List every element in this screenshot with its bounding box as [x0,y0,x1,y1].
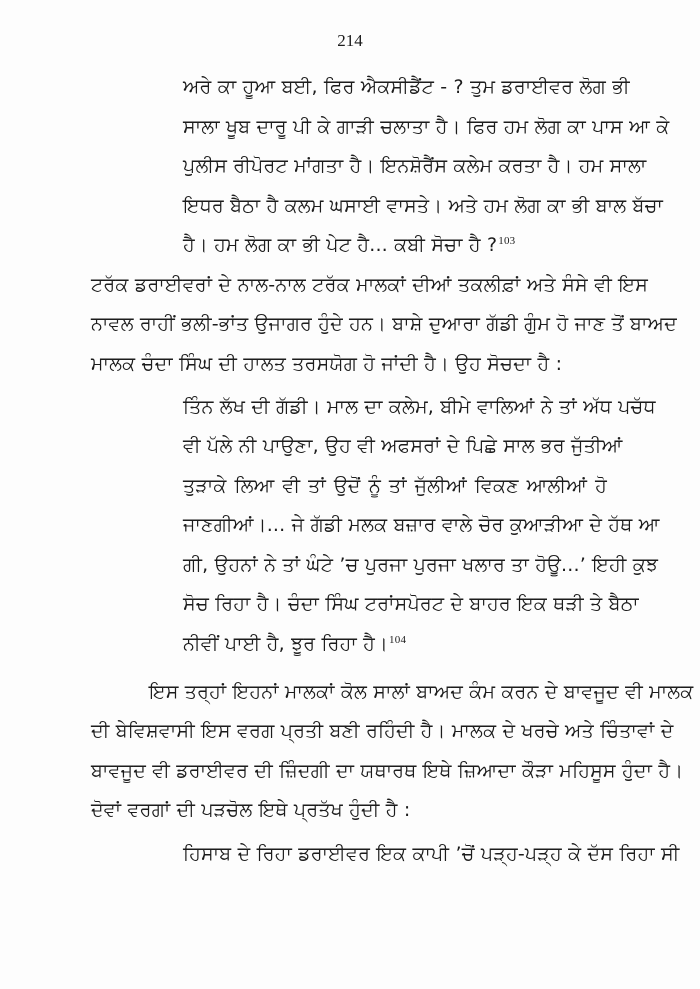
text-line-text: ਹੈ। ਹਮ ਲੋਗ ਕਾ ਭੀ ਪੇਟ ਹੈ... ਕਬੀ ਸੋਚਾ ਹੈ ? [183,234,498,256]
text-line: ਦੀ ਬੇਵਿਸ਼ਵਾਸੀ ਇਸ ਵਰਗ ਪ੍ਰਤੀ ਬਣੀ ਰਹਿੰਦੀ ਹੈ। ਮਾਲਕ ਦੇ ਖਰਚੇ ਅਤੇ ਚਿੰਤਾਵਾਂ ਦੇ [91,720,674,742]
text-line-text: ਨੀਵੀਂ ਪਾਈ ਹੈ, ਝੂਰ ਰਿਹਾ ਹੈ। [183,632,389,655]
body-paragraph [91,673,694,831]
footnote-ref: 103 [498,235,516,247]
text-line: ਅਰੇ ਕਾ ਹੂਆ ਬਈ, ਫਿਰ ਐਕਸੀਡੈਂਟ - ? ਤੁਮ ਡਰਾਈਵਰ ਲੋਗ ਭੀ [183,76,630,98]
text-line: ਸਾਲਾ ਖੂਬ ਦਾਰੂ ਪੀ ਕੇ ਗਾੜੀ ਚਲਾਤਾ ਹੈ। ਫਿਰ ਹਮ ਲੋਗ ਕਾ ਪਾਸ ਆ ਕੇ [183,115,670,138]
quote-block [183,835,680,875]
text-line: ਤਿੰਨ ਲੱਖ ਦੀ ਗੱਡੀ। ਮਾਲ ਦਾ ਕਲੇਮ, ਬੀਮੇ ਵਾਲਿਆਂ ਨੇ ਤਾਂ ਅੱਧ ਪਚੱਧ [183,395,656,418]
page-content [91,68,694,874]
text-line [183,625,607,665]
text-line: ਬਾਵਜੂਦ ਵੀ ਡਰਾਈਵਰ ਦੀ ਜ਼ਿੰਦਗੀ ਦਾ ਯਥਾਰਥ ਇਥੇ ਜ਼ਿਆਦਾ ਕੌੜਾ ਮਹਿਸੂਸ ਹੁੰਦਾ ਹੈ। [91,759,684,782]
text-line: ਮਾਲਕ ਚੰਦਾ ਸਿੰਘ ਦੀ ਹਾਲਤ ਤਰਸਯੋਗ ਹੋ ਜਾਂਦੀ ਹੈ। ਉਹ ਸੋਚਦਾ ਹੈ : [91,352,563,375]
text-line: ਜਾਣਗੀਆਂ।... ਜੇ ਗੱਡੀ ਮਲਕ ਬਜ਼ਾਰ ਵਾਲੇ ਚੋਰ ਕੁਆੜੀਆ ਦੇ ਹੱਥ ਆ [183,514,660,536]
text-line: ਨਾਵਲ ਰਾਹੀਂ ਭਲੀ-ਭਾਂਤ ਉਜਾਗਰ ਹੁੰਦੇ ਹਨ। ਬਾਸ਼ੇ ਦੁਆਰਾ ਗੱਡੀ ਗੁੰਮ ਹੋ ਜਾਣ ਤੋਂ ਬਾਅਦ [91,313,677,335]
text-line: ਇਧਰ ਬੈਠਾ ਹੈ ਕਲਮ ਘਸਾਈ ਵਾਸਤੇ। ਅਤੇ ਹਮ ਲੋਗ ਕਾ ਭੀ ਬਾਲ ਬੱਚਾ [183,194,664,217]
footnote-ref: 104 [389,633,407,646]
text-line: ਦੋਵਾਂ ਵਰਗਾਂ ਦੀ ਪੜਚੋਲ ਇਥੇ ਪ੍ਰਤੱਖ ਹੁੰਦੀ ਹੈ : [91,799,411,821]
text-line: ਤੁੜਾਕੇ ਲਿਆ ਵੀ ਤਾਂ ਉਦੋਂ ਨੂੰ ਤਾਂ ਜੁੱਲੀਆਂ ਵਿਕਣ ਆਲੀਆਂ ਹੋ [183,474,607,497]
text-line: ਵੀ ਪੱਲੇ ਨੀ ਪਾਉਣਾ, ਉਹ ਵੀ ਅਫਸਰਾਂ ਦੇ ਪਿਛੇ ਸਾਲ ਭਰ ਜੁੱਤੀਆਂ [183,435,623,457]
text-line: ਗੀ, ਉਹਨਾਂ ਨੇ ਤਾਂ ਘੰਟੇ ’ਚ ਪੁਰਜਾ ਪੁਰਜਾ ਖਲਾਰ ਤਾ ਹੋਊ...’ ਇਹੀ ਕੁਝ [183,553,659,576]
text-line: ਸੋਚ ਰਿਹਾ ਹੈ। ਚੰਦਾ ਸਿੰਘ ਟਰਾਂਸਪੋਰਟ ਦੇ ਬਾਹਰ ਇਕ ਥੜੀ ਤੇ ਬੈਠਾ [183,593,639,615]
page-number: 214 [337,31,363,50]
text-line [183,226,607,266]
body-paragraph [91,266,677,385]
text-line: ਇਸ ਤਰ੍ਹਾਂ ਇਹਨਾਂ ਮਾਲਕਾਂ ਕੋਲ ਸਾਲਾਂ ਬਾਅਦ ਕੰਮ ਕਰਨ ਦੇ ਬਾਵਜੂਦ ਵੀ ਮਾਲਕ [149,680,694,703]
text-line: ਪੁਲੀਸ ਰੀਪੋਰਟ ਮਾਂਗਤਾ ਹੈ। ਇਨਸ਼ੋਰੈਂਸ ਕਲੇਮ ਕਰਤਾ ਹੈ। ਹਮ ਸਾਲਾ [183,155,647,177]
quote-block [183,388,660,665]
quote-block [183,68,670,266]
text-line: ਟਰੱਕ ਡਰਾਈਵਰਾਂ ਦੇ ਨਾਲ-ਨਾਲ ਟਰੱਕ ਮਾਲਕਾਂ ਦੀਆਂ ਤਕਲੀਫ਼ਾਂ ਅਤੇ ਸੰਸੇ ਵੀ ਇਸ [91,273,648,296]
text-line: ਹਿਸਾਬ ਦੇ ਰਿਹਾ ਡਰਾਈਵਰ ਇਕ ਕਾਪੀ ’ਚੋਂ ਪੜ੍ਹ-ਪੜ੍ਹ ਕੇ ਦੱਸ ਰਿਹਾ ਸੀ [183,842,680,865]
